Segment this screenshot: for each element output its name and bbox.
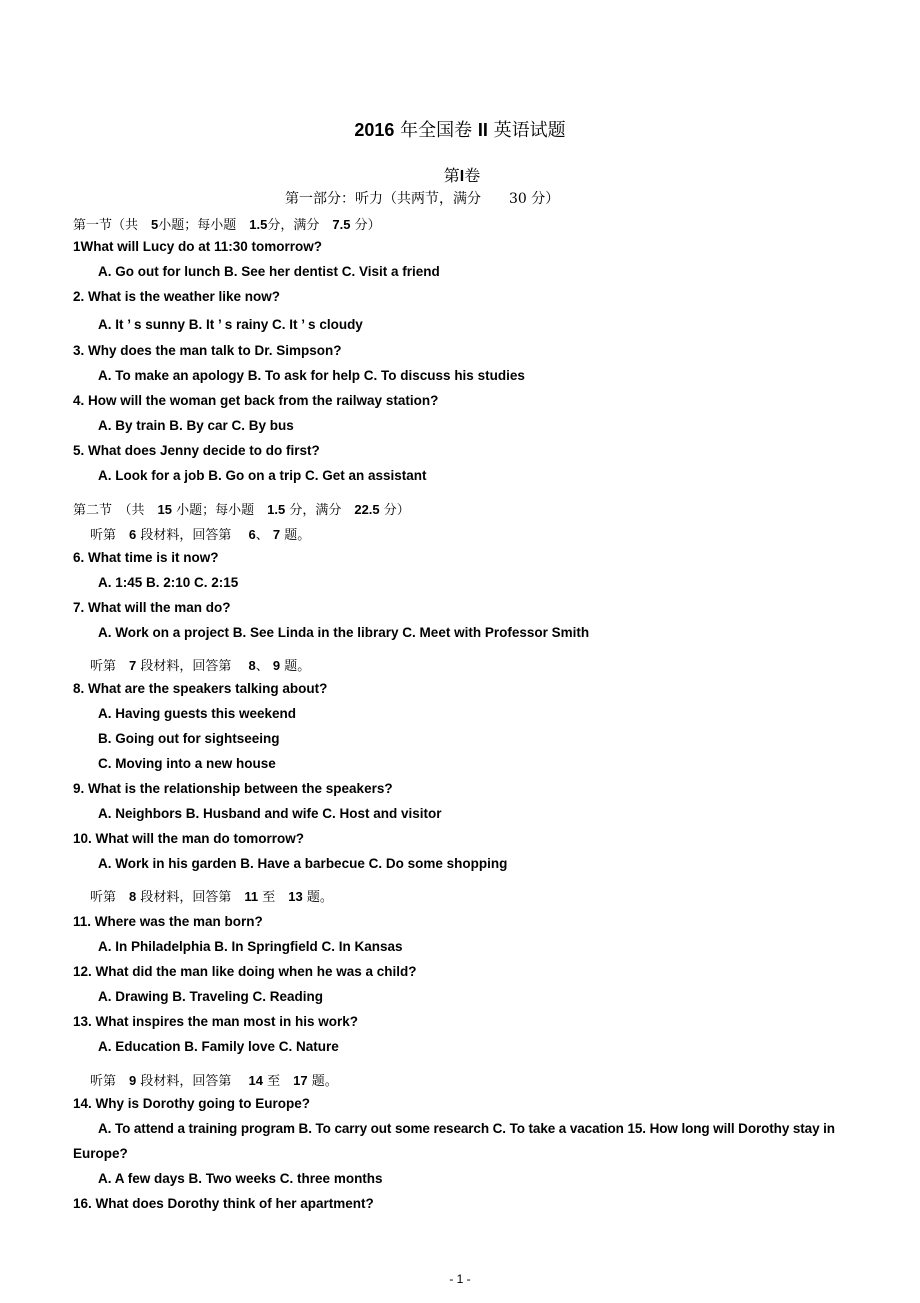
instruction-b: 13 (288, 889, 303, 904)
question-4: 4. How will the woman get back from the railway station? (73, 393, 439, 408)
section2-count: 15 (157, 502, 172, 517)
question-4-options: A. By train B. By car C. By bus (98, 418, 294, 433)
instruction-material-9 (90, 1070, 338, 1089)
question-5: 5. What does Jenny decide to do first? (73, 443, 320, 458)
question-8-option-b: B. Going out for sightseeing (98, 731, 280, 746)
instruction-num: 7 (129, 658, 137, 673)
title-year: 2016 (354, 120, 395, 140)
section2-heading (73, 499, 410, 518)
page-number: - 1 - (449, 1272, 471, 1286)
instruction-sep: 至 (262, 1074, 294, 1089)
instruction-material-8 (90, 886, 333, 905)
question-2-options: A. It ’ s sunny B. It ’ s rainy C. It ’ s cloudy (98, 317, 363, 332)
section2-total: 22.5 (354, 502, 380, 517)
question-11-options: A. In Philadelphia B. In Springfield C. In Kansas (98, 939, 403, 954)
question-3: 3. Why does the man talk to Dr. Simpson? (73, 343, 342, 358)
question-7: 7. What will the man do? (73, 600, 231, 615)
question-2: 2. What is the weather like now? (73, 289, 281, 304)
instruction-mid: 段材料，回答第 (136, 528, 249, 543)
instruction-a: 6 (248, 527, 256, 542)
instruction-pre: 听第 (90, 659, 130, 674)
section1-count: 5 (151, 217, 159, 232)
question-14: 14. Why is Dorothy going to Europe? (73, 1096, 311, 1111)
title-end: 英语试题 (487, 120, 566, 141)
section2-pre: 第二节 （共 (73, 503, 158, 518)
instruction-mid: 段材料，回答第 (136, 1074, 249, 1089)
question-10-options: A. Work in his garden B. Have a barbecue C. Do some shopping (98, 856, 508, 871)
instruction-a: 14 (248, 1073, 263, 1088)
instruction-b: 17 (293, 1073, 308, 1088)
question-9-options: A. Neighbors B. Husband and wife C. Host and visitor (98, 806, 442, 821)
instruction-a: 11 (244, 889, 259, 904)
instruction-a: 8 (248, 658, 256, 673)
question-13: 13. What inspires the man most in his work? (73, 1014, 359, 1029)
question-15-options: A. A few days B. Two weeks C. three months (98, 1171, 383, 1186)
part-heading: 第一部分：听力（共两节，满分 30 分） (285, 191, 560, 207)
volume-post: 卷 (464, 166, 481, 185)
question-5-options: A. Look for a job B. Go on a trip C. Get an assistant (98, 468, 427, 483)
instruction-b: 7 (272, 527, 281, 542)
question-15-continued: Europe? (73, 1146, 128, 1161)
section2-mid1: 小题；每小题 (171, 503, 268, 518)
section2-mid2: 分，满分 (285, 503, 355, 518)
question-6: 6. What time is it now? (73, 550, 219, 565)
section1-post: 分） (350, 218, 381, 233)
section2-post: 分） (379, 503, 410, 518)
title-roman: II (477, 120, 488, 140)
question-11: 11. Where was the man born? (73, 914, 263, 929)
section1-each: 1.5 (249, 217, 268, 232)
question-8-option-a: A. Having guests this weekend (98, 706, 297, 721)
question-8: 8. What are the speakers talking about? (73, 681, 328, 696)
question-12-options: A. Drawing B. Traveling C. Reading (98, 989, 324, 1004)
instruction-sep: 、 (255, 528, 273, 543)
instruction-b: 9 (272, 658, 281, 673)
section1-pre: 第一节（共 (73, 218, 152, 233)
section1-mid1: 小题；每小题 (158, 218, 250, 233)
question-8-option-c: C. Moving into a new house (98, 756, 276, 771)
instruction-sep: 至 (258, 890, 289, 905)
question-9: 9. What is the relationship between the speakers? (73, 781, 393, 796)
section1-total: 7.5 (332, 217, 351, 232)
question-1-options: A. Go out for lunch B. See her dentist C. Visit a friend (98, 264, 440, 279)
instruction-post: 题。 (280, 659, 311, 674)
instruction-material-6 (90, 524, 310, 543)
section2-each: 1.5 (267, 502, 286, 517)
exam-title (0, 116, 920, 142)
instruction-pre: 听第 (90, 1074, 130, 1089)
question-13-options: A. Education B. Family love C. Nature (98, 1039, 339, 1054)
question-12: 12. What did the man like doing when he was a child? (73, 964, 417, 979)
volume-pre: 第 (443, 166, 460, 185)
question-10: 10. What will the man do tomorrow? (73, 831, 305, 846)
instruction-post: 题。 (280, 528, 311, 543)
instruction-post: 题。 (307, 1074, 338, 1089)
instruction-num: 9 (129, 1073, 137, 1088)
instruction-post: 题。 (302, 890, 333, 905)
question-14-options: A. To attend a training program B. To carry out some research C. To take a vacation 15. How long will Dorothy stay in (98, 1121, 835, 1136)
section1-heading (73, 214, 381, 233)
instruction-pre: 听第 (90, 890, 130, 905)
title-mid: 年全国卷 (394, 120, 478, 141)
instruction-num: 6 (129, 527, 137, 542)
instruction-sep: 、 (255, 659, 273, 674)
question-1: 1What will Lucy do at 11:30 tomorrow? (73, 239, 323, 254)
question-16: 16. What does Dorothy think of her apartment? (73, 1196, 374, 1211)
question-7-options: A. Work on a project B. See Linda in the library C. Meet with Professor Smith (98, 625, 590, 640)
section1-mid2: 分，满分 (267, 218, 333, 233)
volume-heading (0, 163, 920, 186)
instruction-num: 8 (129, 889, 137, 904)
question-6-options: A. 1:45 B. 2:10 C. 2:15 (98, 575, 239, 590)
instruction-pre: 听第 (90, 528, 130, 543)
instruction-mid: 段材料，回答第 (136, 890, 245, 905)
volume-roman: I (459, 168, 465, 185)
instruction-material-7 (90, 655, 310, 674)
question-3-options: A. To make an apology B. To ask for help C. To discuss his studies (98, 368, 525, 383)
instruction-mid: 段材料，回答第 (136, 659, 249, 674)
